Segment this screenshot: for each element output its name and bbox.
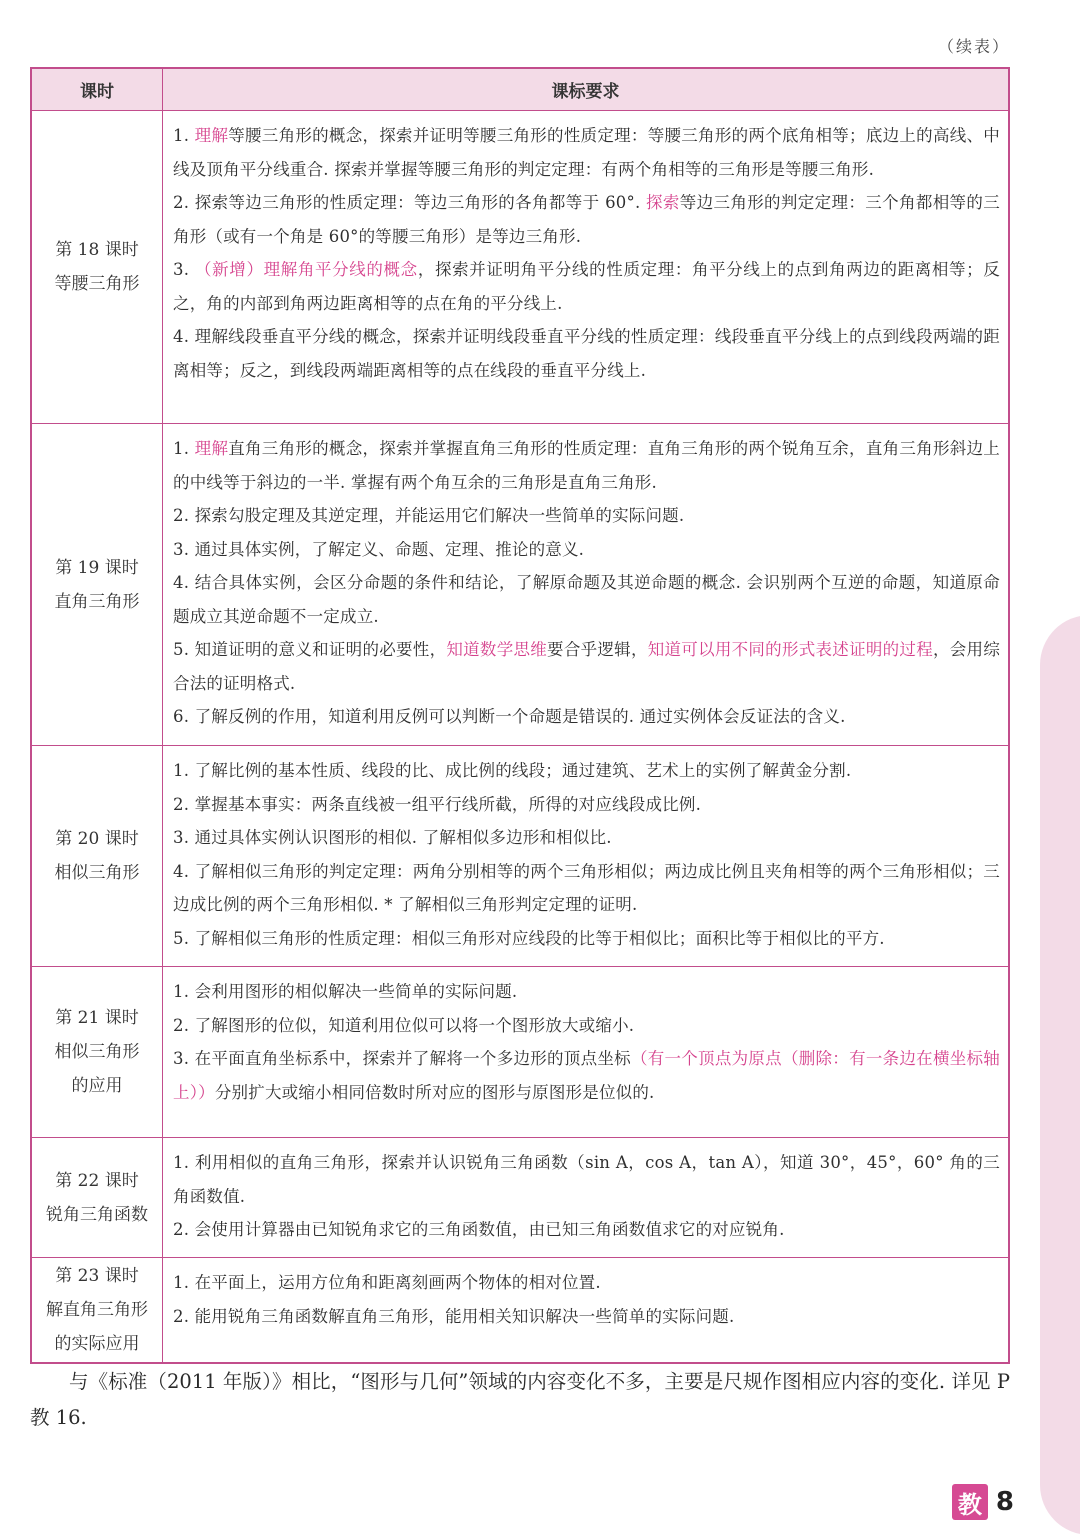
requirement-text: 1. 在平面上，运用方位角和距离刻画两个物体的相对位置. (173, 1273, 601, 1292)
requirement-cell (163, 967, 1010, 1138)
requirement-text: 4. 理解线段垂直平分线的概念，探索并证明线段垂直平分线的性质定理：线段垂直平分线上的点到线段两端的距离相等；反之，到线段两端距离相等的点在线段的垂直平分线上. (173, 327, 1000, 380)
lesson-line: 第 18 课时 (55, 240, 139, 260)
highlighted-text: 探索 (646, 193, 680, 212)
requirement-item (173, 788, 1000, 822)
requirement-item (173, 975, 1000, 1009)
lesson-line: 直角三角形 (54, 591, 140, 612)
requirement-text: 3. (173, 260, 196, 279)
requirement-item (173, 432, 1000, 499)
requirement-item (173, 754, 1000, 788)
requirement-item (173, 1300, 1000, 1334)
requirement-text: ，会用综合法的证明格式. (173, 640, 1001, 693)
requirement-text: 2. 能用锐角三角函数解直角三角形，能用相关知识解决一些简单的实际问题. (173, 1306, 735, 1326)
lesson-line: 第 19 课时 (55, 557, 139, 578)
requirement-item (173, 1042, 1000, 1109)
highlighted-text: 理解 (194, 126, 229, 145)
teacher-badge: 教 (952, 1484, 988, 1520)
requirement-text: 1. (173, 126, 195, 145)
requirement-text: 直角三角形的概念，探索并掌握直角三角形的性质定理：直角三角形的两个锐角互余，直角三角形斜边上的中线等于斜边的一半. 掌握有两个角互余的三角形是直角三角形. (173, 439, 1000, 492)
highlighted-text: 理解 (194, 439, 229, 458)
requirement-text: 4. 结合具体实例，会区分命题的条件和结论，了解原命题及其逆命题的概念. 会识别两个互逆的命题，知道原命题成立其逆命题不一定成立. (173, 573, 1000, 626)
requirement-item (173, 633, 1000, 700)
header-lesson: 课时 (31, 68, 163, 111)
requirement-text: 5. 知道证明的意义和证明的必要性， (173, 640, 447, 659)
lesson-cell (31, 1138, 163, 1258)
lesson-line: 第 23 课时 (55, 1266, 139, 1286)
requirement-item (173, 1213, 1000, 1247)
requirement-text: 分别扩大或缩小相同倍数时所对应的图形与原图形是位似的. (214, 1082, 655, 1102)
curriculum-table (30, 67, 1010, 1364)
page-number-value: 8 (995, 1487, 1014, 1517)
highlighted-text: （有一个顶点为原点（删除：有一条边在横坐标轴上）） (173, 1049, 1000, 1102)
page-number (952, 1484, 1014, 1520)
requirement-cell (163, 1258, 1010, 1364)
lesson-cell (31, 111, 163, 424)
requirement-cell (163, 111, 1010, 424)
requirement-text: 等边三角形的判定定理：三个角都相等的三角形（或有一个角是 60°的等腰三角形）是等边三角形. (173, 193, 1000, 246)
side-tab-decoration (1040, 615, 1080, 1535)
lesson-line: 的实际应用 (54, 1334, 140, 1354)
highlighted-text: （新增）理解角平分线的概念 (195, 260, 418, 279)
requirement-text: 2. 掌握基本事实：两条直线被一组平行线所截，所得的对应线段成比例. (173, 794, 702, 814)
requirement-text: 1. 利用相似的直角三角形，探索并认识锐角三角函数（sin A，cos A，tan A），知道 30°，45°，60° 角的三角函数值. (173, 1153, 1000, 1206)
footnote-paragraph: 与《标准（2011 年版）》相比，“图形与几何”领域的内容变化不多，主要是尺规作图相应内容的变化. 详见 P 教 16. (30, 1370, 1010, 1429)
lesson-line: 第 20 课时 (55, 829, 139, 849)
lesson-line: 锐角三角函数 (46, 1204, 148, 1225)
table-header-row (31, 68, 1009, 111)
requirement-text: 6. 了解反例的作用，知道利用反例可以判断一个命题是错误的. 通过实例体会反证法的含义. (173, 707, 846, 726)
requirement-item (173, 253, 1000, 320)
requirement-item (173, 499, 1000, 533)
continued-label: （续表） (937, 37, 1010, 56)
lesson-line: 相似三角形 (54, 1042, 140, 1062)
requirement-item (173, 119, 1000, 186)
requirement-cell (163, 424, 1010, 746)
requirement-text: 3. 通过具体实例，了解定义、命题、定理、推论的意义. (173, 539, 585, 559)
requirement-text: 1. 会利用图形的相似解决一些简单的实际问题. (173, 982, 518, 1001)
highlighted-text: 知道可以用不同的形式表述证明的过程 (647, 640, 933, 659)
table-row (31, 1258, 1009, 1364)
requirement-item (173, 533, 1000, 567)
requirement-item (173, 320, 1000, 387)
lesson-line: 的应用 (71, 1076, 123, 1096)
table-row (31, 746, 1009, 967)
requirement-item (173, 566, 1000, 633)
lesson-cell (31, 1258, 163, 1364)
requirement-item (173, 186, 1000, 253)
lesson-line: 第 22 课时 (55, 1170, 139, 1191)
table-row (31, 424, 1009, 746)
table-row (31, 1138, 1009, 1258)
lesson-cell (31, 424, 163, 746)
requirement-cell (163, 1138, 1010, 1258)
requirement-item (173, 1266, 1000, 1300)
requirement-cell (163, 746, 1010, 967)
header-requirement: 课标要求 (163, 68, 1010, 111)
lesson-line: 等腰三角形 (54, 274, 140, 294)
requirement-item (173, 700, 1000, 734)
lesson-line: 解直角三角形 (46, 1300, 148, 1320)
requirement-text: 要合乎逻辑， (547, 640, 648, 659)
requirement-item (173, 821, 1000, 855)
requirement-item (173, 855, 1000, 922)
lesson-line: 相似三角形 (54, 863, 140, 883)
requirement-text: 4. 了解相似三角形的判定定理：两角分别相等的两个三角形相似；两边成比例且夹角相等的两个三角形相似；三边成比例的两个三角形相似. * 了解相似三角形判定定理的证明. (173, 861, 1000, 914)
requirement-text: 5. 了解相似三角形的性质定理：相似三角形对应线段的比等于相似比；面积比等于相似比的平方. (173, 928, 885, 948)
requirement-text: 2. 探索勾股定理及其逆定理，并能运用它们解决一些简单的实际问题. (173, 506, 685, 525)
lesson-cell (31, 746, 163, 967)
requirement-text: ，探索并证明角平分线的性质定理：角平分线上的点到角两边的距离相等；反之，角的内部到角两边距离相等的点在角的平分线上. (173, 260, 1000, 313)
requirement-text: 2. 会使用计算器由已知锐角求它的三角函数值，由已知三角函数值求它的对应锐角. (173, 1220, 785, 1239)
table-row (31, 111, 1009, 424)
requirement-text: 等腰三角形的概念，探索并证明等腰三角形的性质定理：等腰三角形的两个底角相等；底边上的高线、中线及顶角平分线重合. 探索并掌握等腰三角形的判定定理：有两个角相等的三角形是等腰三角形. (173, 126, 1000, 179)
requirement-text: 3. 通过具体实例认识图形的相似. 了解相似多边形和相似比. (173, 828, 612, 847)
highlighted-text: 知道数学思维 (446, 640, 548, 659)
requirement-item (173, 1146, 1000, 1213)
requirement-text: 3. 在平面直角坐标系中，探索并了解将一个多边形的顶点坐标 (173, 1049, 631, 1068)
requirement-text: 1. (173, 439, 195, 458)
lesson-line: 第 21 课时 (55, 1008, 139, 1028)
requirement-text: 2. 探索等边三角形的性质定理：等边三角形的各角都等于 60°. (173, 193, 646, 212)
table-row (31, 967, 1009, 1138)
requirement-item (173, 1009, 1000, 1043)
requirement-text: 1. 了解比例的基本性质、线段的比、成比例的线段；通过建筑、艺术上的实例了解黄金分割. (173, 761, 852, 780)
lesson-cell (31, 967, 163, 1138)
requirement-text: 2. 了解图形的位似，知道利用位似可以将一个图形放大或缩小. (173, 1015, 635, 1035)
requirement-item (173, 922, 1000, 956)
